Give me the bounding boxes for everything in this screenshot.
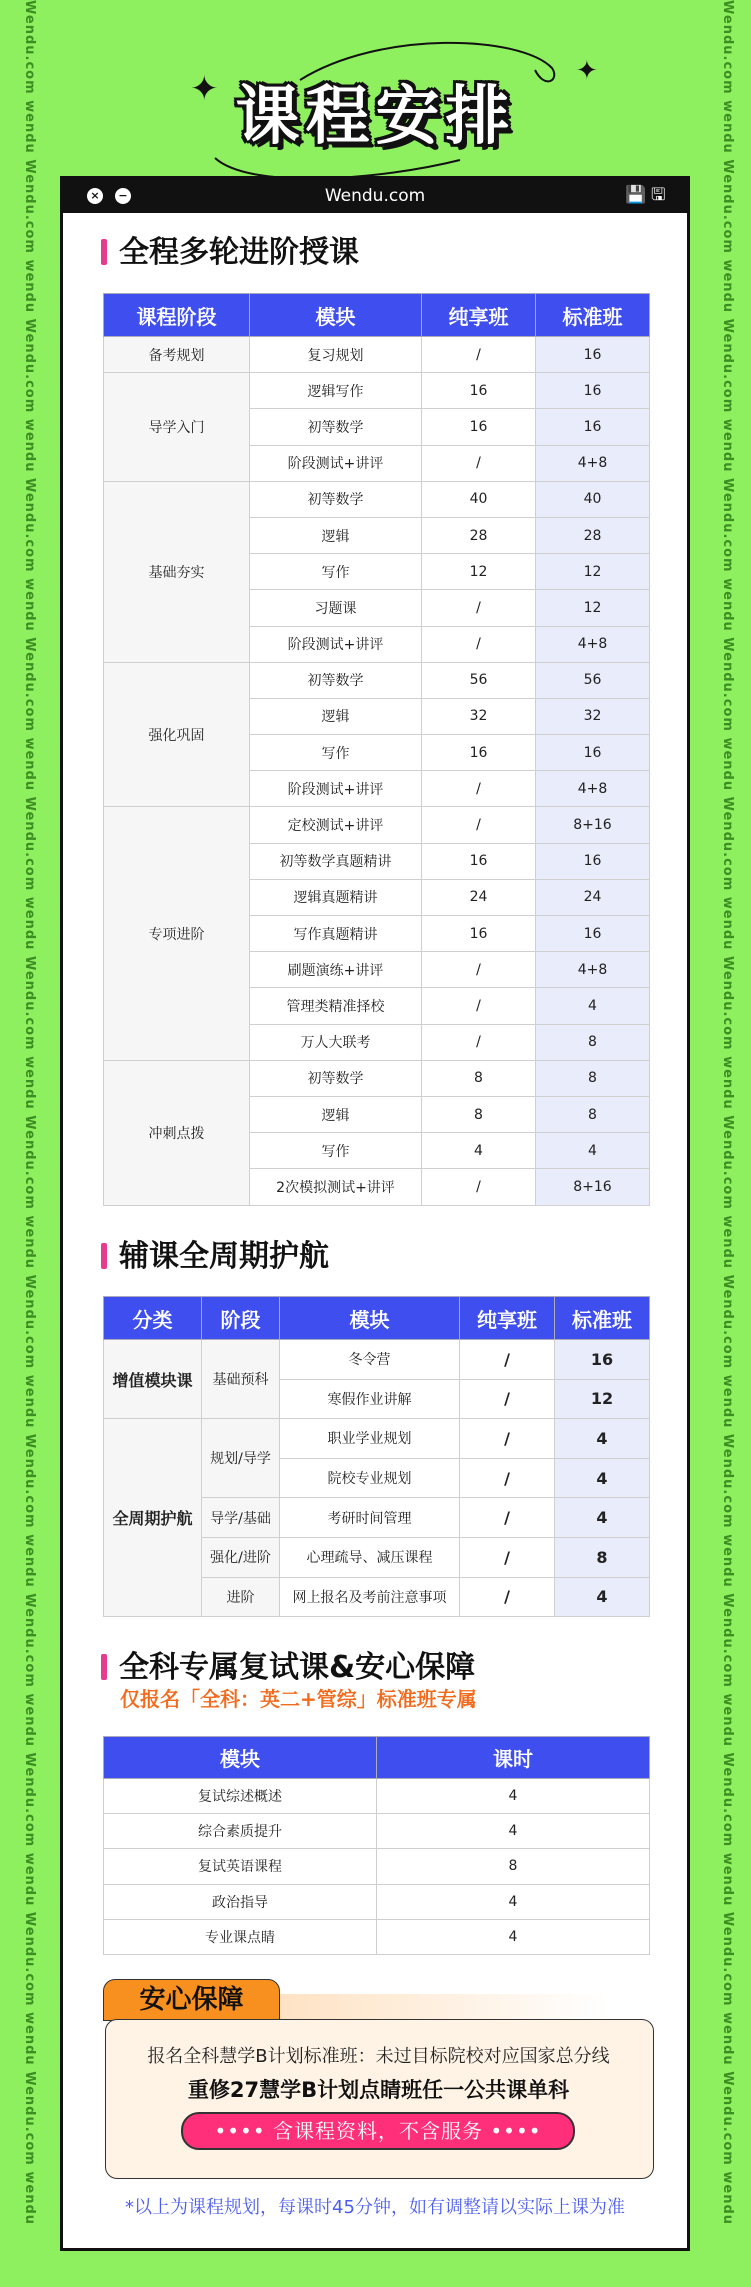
standard-cell: 16 xyxy=(536,916,650,952)
section1-title xyxy=(101,234,359,272)
table-header-row xyxy=(104,294,650,337)
standard-cell: 4+8 xyxy=(536,952,650,988)
col-header: 课时 xyxy=(377,1737,650,1779)
browser-window xyxy=(60,176,690,2251)
module-cell: 寒假作业讲解 xyxy=(280,1379,460,1419)
module-cell: 逻辑写作 xyxy=(250,373,422,409)
module-cell: 网上报名及考前注意事项 xyxy=(280,1577,460,1617)
premium-cell: 28 xyxy=(422,517,536,553)
col-header: 标准班 xyxy=(536,294,650,337)
retest-table-body xyxy=(104,1779,650,1955)
standard-cell: 8 xyxy=(555,1537,650,1577)
support-table-body xyxy=(104,1340,650,1617)
page-title: 课程安排 xyxy=(235,80,516,154)
premium-cell: 16 xyxy=(422,373,536,409)
premium-cell: / xyxy=(460,1340,555,1380)
module-cell: 逻辑 xyxy=(250,1096,422,1132)
module-cell: 初等数学 xyxy=(250,481,422,517)
module-cell: 专业课点睛 xyxy=(104,1919,377,1954)
standard-cell: 4+8 xyxy=(536,626,650,662)
premium-cell: / xyxy=(460,1577,555,1617)
category-cell: 增值模块课 xyxy=(104,1340,202,1419)
standard-cell: 4 xyxy=(555,1458,650,1498)
module-cell: 写作 xyxy=(250,735,422,771)
section2-title-text: 辅课全周期护航 xyxy=(119,1239,329,1274)
premium-cell: 24 xyxy=(422,879,536,915)
col-header: 纯享班 xyxy=(460,1297,555,1340)
module-cell: 初等数学真题精讲 xyxy=(250,843,422,879)
premium-cell: 12 xyxy=(422,554,536,590)
stage-cell: 进阶 xyxy=(202,1577,280,1617)
premium-cell: / xyxy=(422,771,536,807)
col-header: 标准班 xyxy=(555,1297,650,1340)
premium-cell: / xyxy=(460,1419,555,1459)
module-cell: 逻辑 xyxy=(250,698,422,734)
section-marker xyxy=(101,1654,107,1680)
table-row xyxy=(104,1884,650,1919)
module-cell: 考研时间管理 xyxy=(280,1498,460,1538)
premium-cell: / xyxy=(422,988,536,1024)
premium-cell: / xyxy=(422,1169,536,1205)
module-cell: 初等数学 xyxy=(250,662,422,698)
col-header: 课程阶段 xyxy=(104,294,250,337)
premium-cell: 56 xyxy=(422,662,536,698)
table-header-row xyxy=(104,1297,650,1340)
module-cell: 复习规划 xyxy=(250,337,422,373)
hours-cell: 4 xyxy=(377,1779,650,1814)
table-row xyxy=(104,1060,650,1096)
hours-cell: 8 xyxy=(377,1849,650,1884)
premium-cell: 8 xyxy=(422,1060,536,1096)
table-row xyxy=(104,1849,650,1884)
standard-cell: 8+16 xyxy=(536,807,650,843)
premium-cell: / xyxy=(460,1537,555,1577)
standard-cell: 16 xyxy=(536,337,650,373)
table-row xyxy=(104,1340,650,1380)
sparkle-right-icon: ✦ xyxy=(576,56,598,86)
hours-cell: 4 xyxy=(377,1884,650,1919)
premium-cell: 16 xyxy=(422,735,536,771)
category-cell: 全周期护航 xyxy=(104,1419,202,1617)
premium-cell: / xyxy=(422,1024,536,1060)
premium-cell: 16 xyxy=(422,916,536,952)
module-cell: 初等数学 xyxy=(250,1060,422,1096)
standard-cell: 12 xyxy=(536,554,650,590)
standard-cell: 4+8 xyxy=(536,445,650,481)
stage-cell: 规划/导学 xyxy=(202,1419,280,1498)
premium-cell: / xyxy=(460,1458,555,1498)
module-cell: 职业学业规划 xyxy=(280,1419,460,1459)
save-icon[interactable]: 💾 xyxy=(625,185,647,205)
stage-cell: 冲刺点拨 xyxy=(104,1060,250,1205)
table-row xyxy=(104,1919,650,1954)
module-cell: 2次模拟测试+讲评 xyxy=(250,1169,422,1205)
module-cell: 冬令营 xyxy=(280,1340,460,1380)
premium-cell: 40 xyxy=(422,481,536,517)
section3-title xyxy=(101,1649,475,1687)
guarantee-tab: 安心保障 xyxy=(103,1979,280,2021)
stage-cell: 基础预科 xyxy=(202,1340,280,1419)
section-marker xyxy=(101,1243,107,1269)
standard-cell: 8+16 xyxy=(536,1169,650,1205)
section1-title-text: 全程多轮进阶授课 xyxy=(119,235,359,270)
premium-cell: 4 xyxy=(422,1133,536,1169)
hours-cell: 4 xyxy=(377,1814,650,1849)
section-marker xyxy=(101,239,107,265)
module-cell: 写作真题精讲 xyxy=(250,916,422,952)
guarantee-line1: 报名全科慧学B计划标准班：未过目标院校对应国家总分线 xyxy=(147,2046,610,2067)
standard-cell: 32 xyxy=(536,698,650,734)
premium-cell: / xyxy=(460,1498,555,1538)
premium-cell: / xyxy=(422,337,536,373)
stage-cell: 导学/基础 xyxy=(202,1498,280,1538)
module-cell: 综合素质提升 xyxy=(104,1814,377,1849)
stage-cell: 强化/进阶 xyxy=(202,1537,280,1577)
module-cell: 阶段测试+讲评 xyxy=(250,771,422,807)
premium-cell: / xyxy=(422,952,536,988)
module-cell: 管理类精准择校 xyxy=(250,988,422,1024)
premium-cell: / xyxy=(422,626,536,662)
standard-cell: 16 xyxy=(536,735,650,771)
standard-cell: 8 xyxy=(536,1024,650,1060)
standard-cell: 40 xyxy=(536,481,650,517)
standard-cell: 16 xyxy=(555,1340,650,1380)
module-cell: 万人大联考 xyxy=(250,1024,422,1060)
tab-fade xyxy=(278,1994,608,2019)
premium-cell: / xyxy=(460,1379,555,1419)
standard-cell: 4 xyxy=(536,988,650,1024)
col-header: 阶段 xyxy=(202,1297,280,1340)
stage-cell: 备考规划 xyxy=(104,337,250,373)
window-titlebar xyxy=(63,179,687,213)
standard-cell: 4+8 xyxy=(536,771,650,807)
col-header: 模块 xyxy=(104,1737,377,1779)
table-row xyxy=(104,481,650,517)
module-cell: 习题课 xyxy=(250,590,422,626)
standard-cell: 4 xyxy=(555,1577,650,1617)
stage-cell: 强化巩固 xyxy=(104,662,250,807)
standard-cell: 16 xyxy=(536,409,650,445)
module-cell: 刷题演练+讲评 xyxy=(250,952,422,988)
col-header: 纯享班 xyxy=(422,294,536,337)
support-table xyxy=(103,1296,650,1617)
guarantee-line2: 重修27慧学B计划点睛班任一公共课单科 xyxy=(187,2078,570,2102)
premium-cell: / xyxy=(422,590,536,626)
standard-cell: 8 xyxy=(536,1096,650,1132)
minimize-icon[interactable]: − xyxy=(115,188,131,204)
module-cell: 阶段测试+讲评 xyxy=(250,445,422,481)
module-cell: 政治指导 xyxy=(104,1884,377,1919)
close-icon[interactable]: × xyxy=(87,188,103,204)
premium-cell: 32 xyxy=(422,698,536,734)
watermark-right: Wendu.com wendu Wendu.com wendu Wendu.com wendu Wendu.com wendu Wendu.com wendu Wendu.com wendu Wendu.com wendu Wendu.com wendu Wendu.com wendu Wendu.com wendu Wendu.com wendu Wendu.com wendu Wendu.com wendu Wendu.com wendu xyxy=(720,0,735,2226)
materials-pill: •••• 含课程资料，不含服务 •••• xyxy=(181,2112,575,2150)
col-header: 模块 xyxy=(250,294,422,337)
table-row xyxy=(104,337,650,373)
standard-cell: 16 xyxy=(536,843,650,879)
standard-cell: 56 xyxy=(536,662,650,698)
module-cell: 写作 xyxy=(250,554,422,590)
schedule-table xyxy=(103,293,650,1206)
title-area xyxy=(0,40,751,154)
module-cell: 逻辑真题精讲 xyxy=(250,879,422,915)
premium-cell: / xyxy=(422,445,536,481)
standard-cell: 4 xyxy=(555,1498,650,1538)
module-cell: 逻辑 xyxy=(250,517,422,553)
table-row xyxy=(104,807,650,843)
table-row xyxy=(104,1779,650,1814)
section3-subtitle: 仅报名「全科：英二+管综」标准班专属 xyxy=(120,1687,477,1711)
premium-cell: 16 xyxy=(422,843,536,879)
standard-cell: 12 xyxy=(555,1379,650,1419)
watermark-left: Wendu.com wendu Wendu.com wendu Wendu.com wendu Wendu.com wendu Wendu.com wendu Wendu.com wendu Wendu.com wendu Wendu.com wendu Wendu.com wendu Wendu.com wendu Wendu.com wendu Wendu.com wendu Wendu.com wendu Wendu.com wendu xyxy=(22,0,37,2226)
table-row xyxy=(104,373,650,409)
premium-cell: 16 xyxy=(422,409,536,445)
retest-table xyxy=(103,1736,650,1955)
table-row xyxy=(104,1419,650,1459)
standard-cell: 4 xyxy=(555,1419,650,1459)
premium-cell: / xyxy=(422,807,536,843)
hours-cell: 4 xyxy=(377,1919,650,1954)
stage-cell: 导学入门 xyxy=(104,373,250,482)
standard-cell: 4 xyxy=(536,1133,650,1169)
col-header: 模块 xyxy=(280,1297,460,1340)
table-row xyxy=(104,1814,650,1849)
table-row xyxy=(104,662,650,698)
module-cell: 阶段测试+讲评 xyxy=(250,626,422,662)
footnote: *以上为课程规划，每课时45分钟，如有调整请以实际上课为准 xyxy=(125,2197,625,2218)
module-cell: 院校专业规划 xyxy=(280,1458,460,1498)
col-header: 分类 xyxy=(104,1297,202,1340)
module-cell: 写作 xyxy=(250,1133,422,1169)
standard-cell: 16 xyxy=(536,373,650,409)
sparkle-left-icon: ✦ xyxy=(190,69,219,109)
standard-cell: 8 xyxy=(536,1060,650,1096)
schedule-table-body xyxy=(104,337,650,1206)
module-cell: 复试综述概述 xyxy=(104,1779,377,1814)
table-header-row xyxy=(104,1737,650,1779)
premium-cell: 8 xyxy=(422,1096,536,1132)
standard-cell: 28 xyxy=(536,517,650,553)
window-url: Wendu.com xyxy=(324,186,426,206)
stage-cell: 基础夯实 xyxy=(104,481,250,662)
module-cell: 心理疏导、减压课程 xyxy=(280,1537,460,1577)
module-cell: 复试英语课程 xyxy=(104,1849,377,1884)
standard-cell: 12 xyxy=(536,590,650,626)
stage-cell: 专项进阶 xyxy=(104,807,250,1060)
standard-cell: 24 xyxy=(536,879,650,915)
share-icon[interactable]: 🖫 xyxy=(651,185,666,205)
module-cell: 定校测试+讲评 xyxy=(250,807,422,843)
section2-title xyxy=(101,1238,329,1276)
module-cell: 初等数学 xyxy=(250,409,422,445)
section3-title-text: 全科专属复试课&安心保障 xyxy=(119,1650,476,1685)
